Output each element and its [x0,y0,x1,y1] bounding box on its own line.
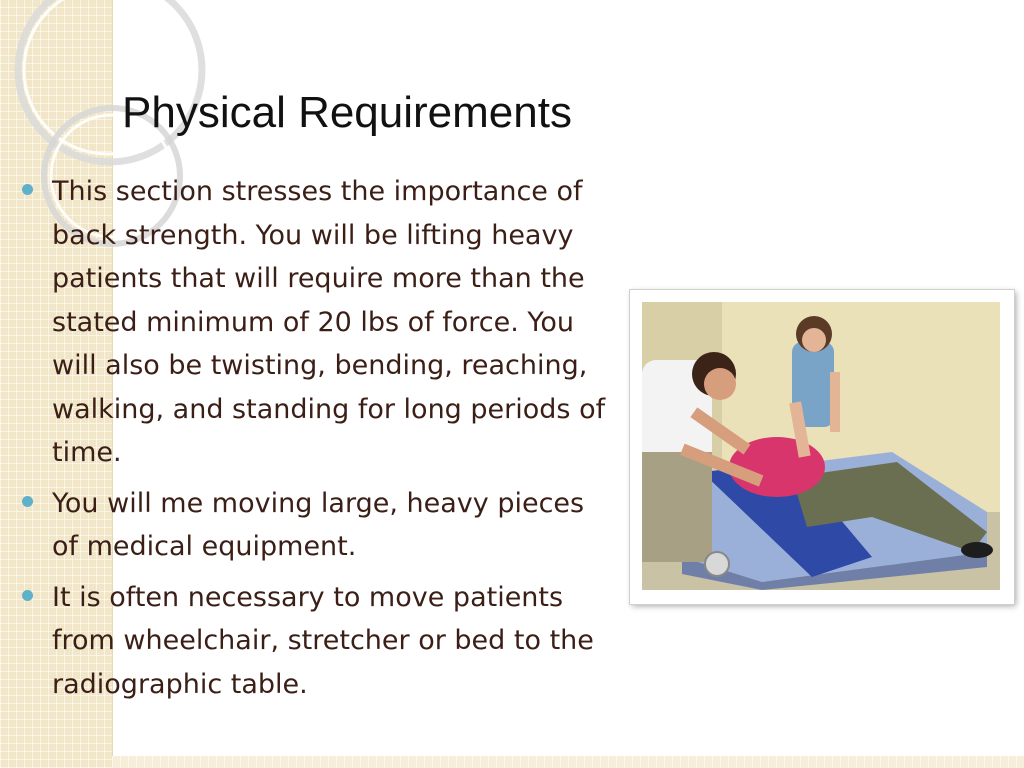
slide-title: Physical Requirements [122,88,572,137]
bullet-dot-icon [22,496,33,507]
bullet-item [18,482,618,569]
bullet-dot-icon [22,184,33,195]
photo-illustration [642,302,1000,590]
bottom-decorative-strip [112,756,1024,768]
bullet-item [18,576,618,707]
photo-frame [630,290,1014,604]
bullet-text: It is often necessary to move patients from wheelchair, stretcher or bed to the radiographic table. [52,581,594,700]
bullet-item [18,170,618,475]
bullet-dot-icon [22,590,33,601]
bullet-list [18,170,618,713]
patient-transfer-photo [642,302,1000,590]
bullet-text: This section stresses the importance of back strength. You will be lifting heavy patients that will require more than the stated minimum of 20 lbs of force. You will also be twisting, bending, reaching, walking, and standing for long periods of time. [52,176,606,468]
bullet-text: You will me moving large, heavy pieces of medical equipment. [52,487,585,562]
